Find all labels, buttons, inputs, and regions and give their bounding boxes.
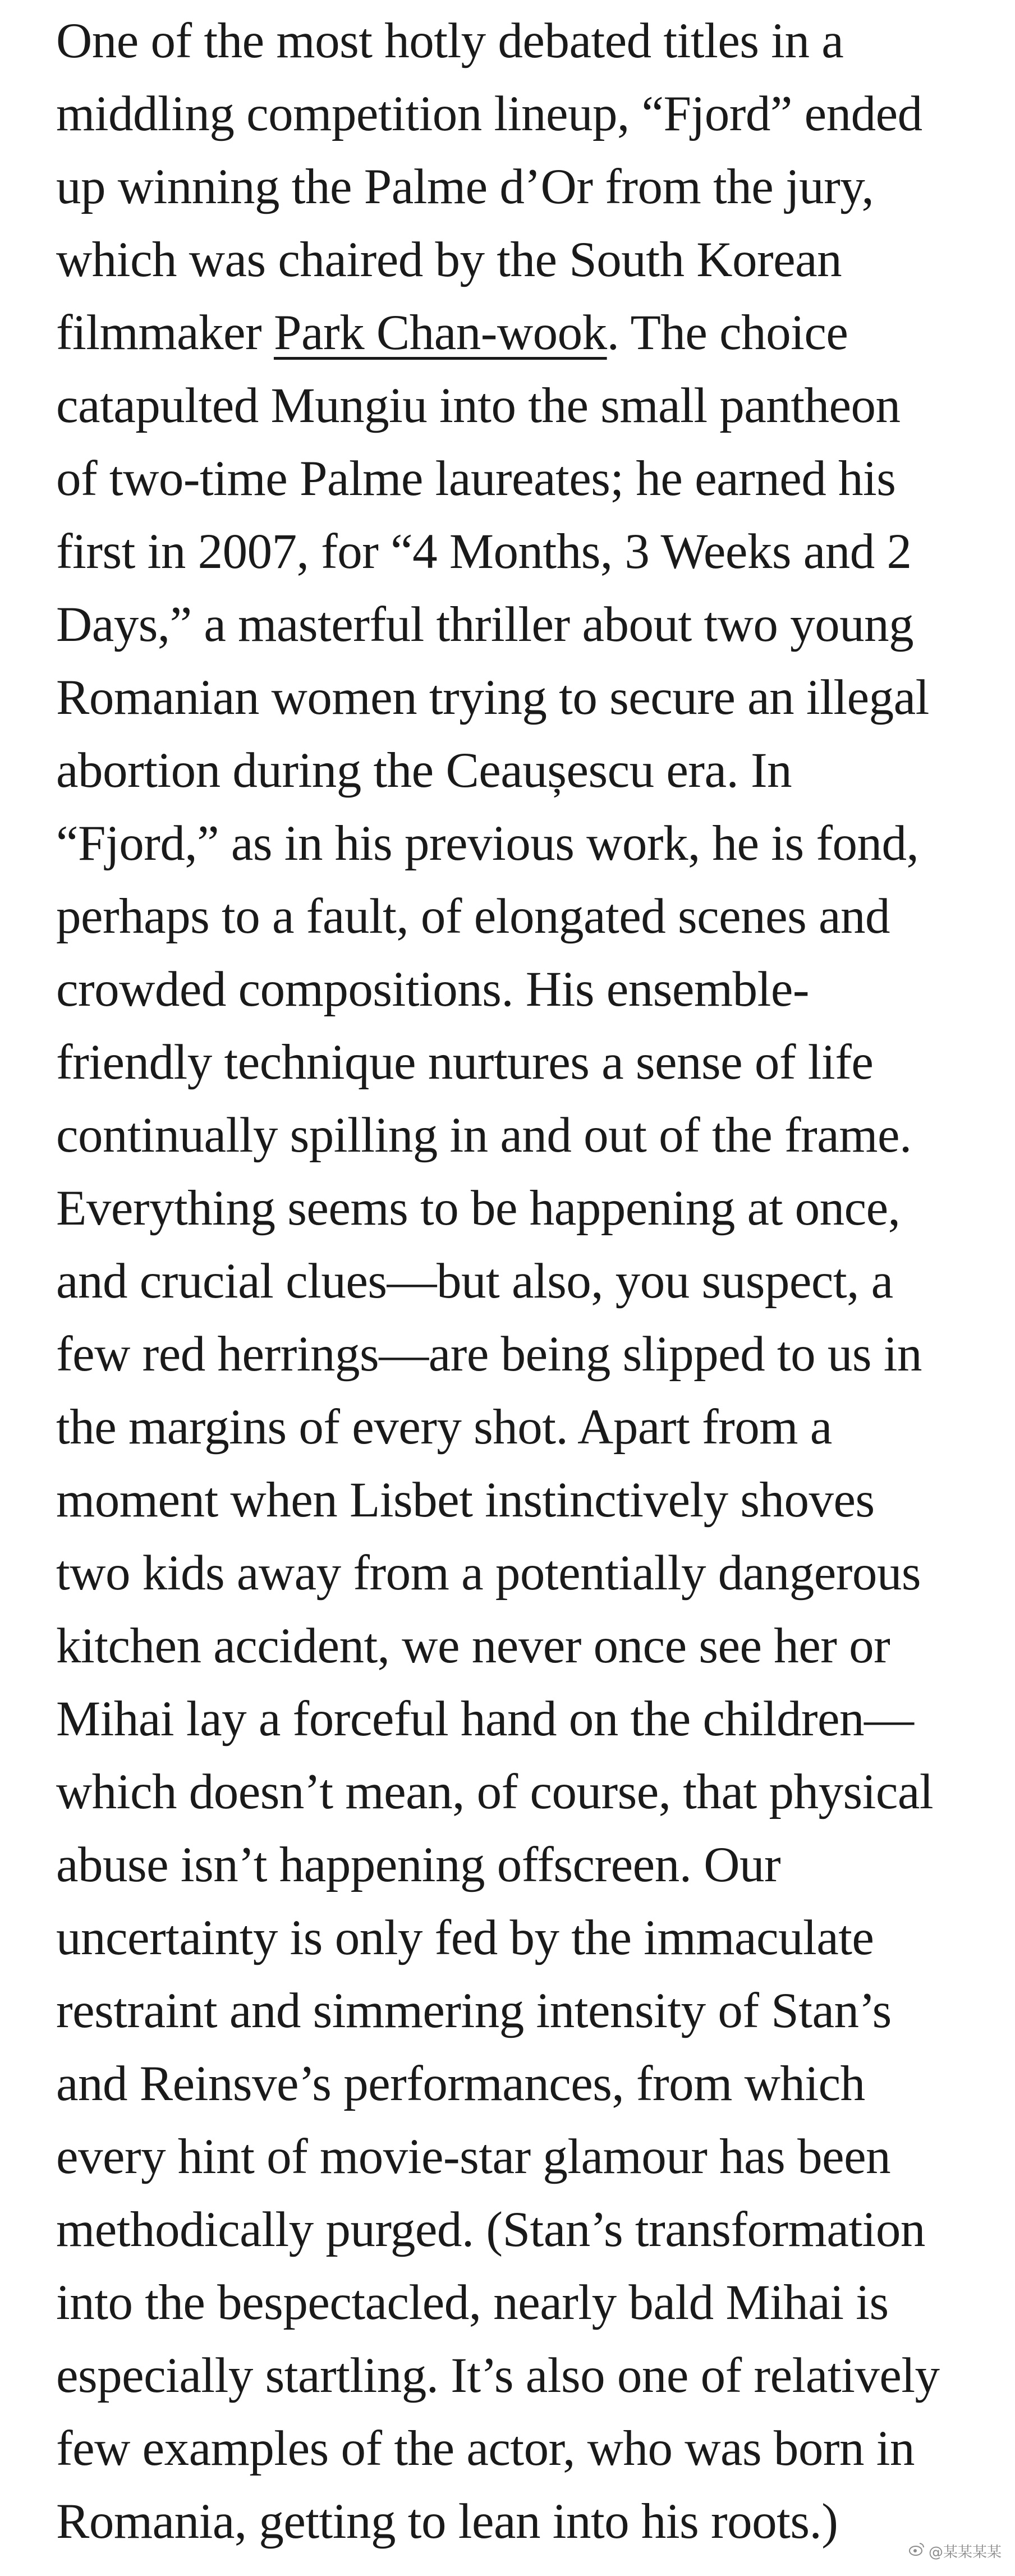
article-line: kitchen accident, we never once see her or bbox=[56, 1619, 890, 1674]
article-line: Days,” a masterful thriller about two young bbox=[56, 597, 914, 652]
article-line: friendly technique nurtures a sense of life bbox=[56, 1035, 874, 1090]
article-line: continually spilling in and out of the frame. bbox=[56, 1108, 912, 1163]
article-line: few red herrings—are being slipped to us in bbox=[56, 1327, 922, 1382]
article-line: every hint of movie-star glamour has been bbox=[56, 2129, 891, 2184]
watermark bbox=[908, 2541, 1002, 2561]
article-line: abuse isn’t happening offscreen. Our bbox=[56, 1837, 781, 1892]
article-line: Romanian women trying to secure an illegal bbox=[56, 670, 929, 725]
article-line: uncertainty is only fed by the immaculate bbox=[56, 1910, 874, 1965]
article-line: few examples of the actor, who was born in bbox=[56, 2421, 915, 2476]
article-line bbox=[56, 296, 999, 369]
article-line: up winning the Palme d’Or from the jury, bbox=[56, 159, 874, 214]
article-line: which doesn’t mean, of course, that physical bbox=[56, 1764, 934, 1819]
article-line: into the bespectacled, nearly bald Mihai is bbox=[56, 2275, 889, 2330]
article-line: abortion during the Ceaușescu era. In bbox=[56, 743, 792, 798]
article-line: crowded compositions. His ensemble- bbox=[56, 962, 809, 1017]
article-body bbox=[56, 4, 999, 2558]
article-line: and crucial clues—but also, you suspect, a bbox=[56, 1254, 893, 1309]
line-text-before-link: filmmaker bbox=[56, 305, 274, 360]
article-line: which was chaired by the South Korean bbox=[56, 232, 842, 287]
article-line: moment when Lisbet instinctively shoves bbox=[56, 1473, 875, 1528]
weibo-logo-icon bbox=[908, 2541, 925, 2561]
article-line: especially startling. It’s also one of relatively bbox=[56, 2348, 940, 2403]
article-line: methodically purged. (Stan’s transformation bbox=[56, 2202, 925, 2257]
park-chan-wook-link[interactable]: Park Chan-wook bbox=[273, 305, 607, 360]
article-line: catapulted Mungiu into the small pantheon bbox=[56, 378, 901, 433]
article-line: of two-time Palme laureates; he earned his bbox=[56, 451, 896, 506]
article-line: two kids away from a potentially dangerous bbox=[56, 1546, 921, 1601]
article-line: perhaps to a fault, of elongated scenes and bbox=[56, 889, 890, 944]
article-line: Everything seems to be happening at once, bbox=[56, 1181, 901, 1236]
article-line: Romania, getting to lean into his roots.) bbox=[56, 2494, 838, 2549]
article-line: and Reinsve’s performances, from which bbox=[56, 2056, 865, 2111]
article-line: Mihai lay a forceful hand on the children— bbox=[56, 1692, 914, 1747]
article-line: “Fjord,” as in his previous work, he is fond, bbox=[56, 816, 919, 871]
article-line: middling competition lineup, “Fjord” ended bbox=[56, 86, 922, 141]
article-line: restraint and simmering intensity of Stan’s bbox=[56, 1983, 892, 2038]
article-line: the margins of every shot. Apart from a bbox=[56, 1400, 832, 1455]
article-line: One of the most hotly debated titles in a bbox=[56, 13, 844, 68]
article-line: first in 2007, for “4 Months, 3 Weeks and 2 bbox=[56, 524, 912, 579]
watermark-text: @某某某某 bbox=[928, 2544, 1002, 2561]
line-text-after-link: . The choice bbox=[607, 305, 848, 360]
